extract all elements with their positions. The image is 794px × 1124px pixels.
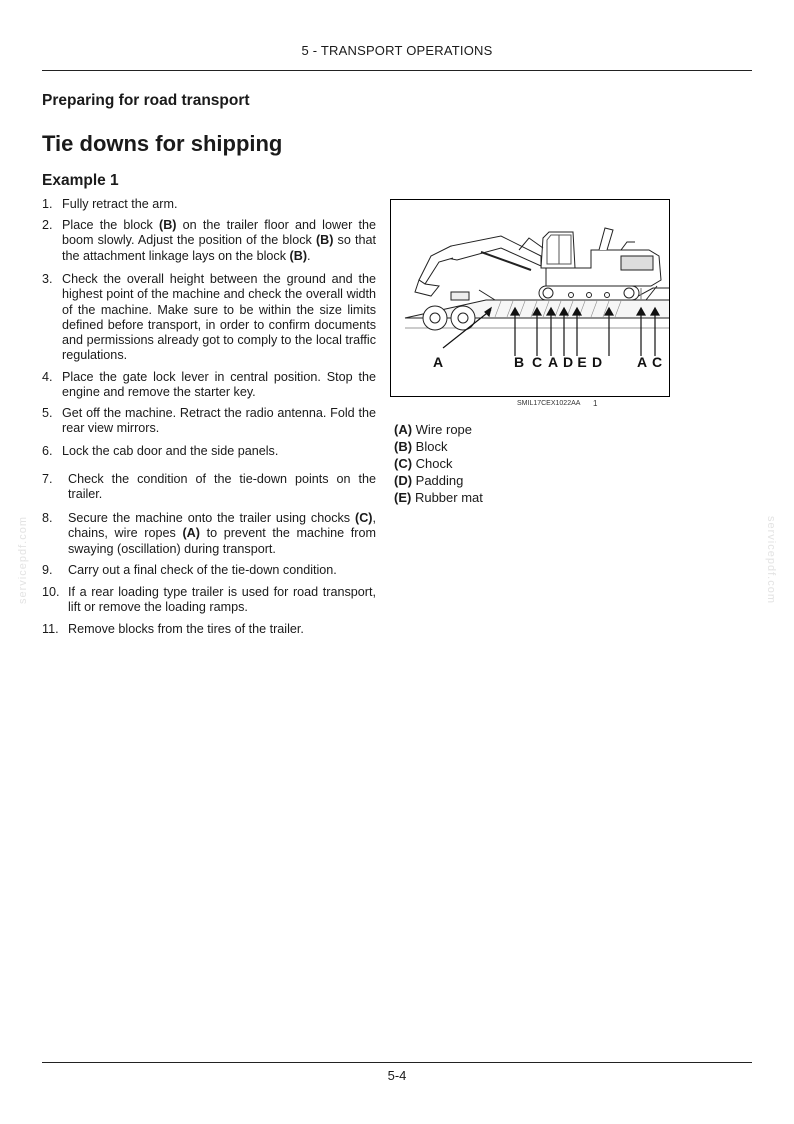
chapter-header: 5 - TRANSPORT OPERATIONS (301, 43, 493, 58)
fig-label-wire-rope-left: A (432, 354, 444, 370)
legend-item (394, 422, 472, 438)
step-text-run: Place the gate lock lever in central position. Stop the engine and remove the starter key. (62, 370, 376, 400)
fig-label-wire-rope-2: A (547, 354, 559, 370)
step-number: 8. (42, 511, 53, 525)
fig-label-padding-2: D (591, 354, 603, 370)
fig-label-block: B (513, 354, 525, 370)
step-text-run: to prevent the machine from swaying (oscillation) during transport. (68, 526, 376, 556)
fig-label-rubber-mat: E (577, 354, 587, 370)
step-reference: (B) (159, 218, 177, 232)
watermark-left: servicepdf.com (17, 516, 29, 604)
step-number: 5. (42, 406, 53, 420)
step-text-run: on the trailer floor and lower the boom slowly. Adjust the position of the block (62, 218, 376, 248)
legend-key: (D) (394, 473, 413, 488)
step-number: 10. (42, 585, 60, 599)
step-number: 7. (42, 472, 53, 486)
step-number: 3. (42, 272, 53, 286)
step-reference: (C) (355, 511, 373, 525)
legend-key: (A) (394, 422, 413, 437)
step-item (42, 218, 376, 264)
step-text (68, 563, 376, 578)
legend-item (394, 456, 453, 472)
step-item (42, 563, 376, 578)
legend-item (394, 473, 463, 489)
step-item (42, 622, 376, 637)
step-reference: (B) (289, 248, 308, 263)
fig-label-chock-right: C (651, 354, 663, 370)
step-text (68, 585, 376, 616)
step-text-run: Carry out a final check of the tie-down condition. (68, 563, 337, 577)
step-text-run: . (307, 248, 311, 263)
excavator-diagram (391, 200, 669, 396)
example-title: Example 1 (42, 172, 119, 189)
step-text (62, 218, 376, 264)
legend-key: (B) (394, 439, 413, 454)
step-text-run: Fully retract the arm. (62, 197, 178, 211)
step-number: 6. (42, 444, 53, 458)
step-text-run: If a rear loading type trailer is used for road transport, lift or remove the loading ramps. (68, 585, 376, 615)
step-text-run: so that the attachment linkage lays on the block (62, 233, 376, 263)
step-number: 11. (42, 622, 59, 636)
step-item (42, 585, 376, 616)
step-reference: (B) (315, 233, 334, 248)
step-text-run: Check the condition of the tie-down points on the trailer. (68, 472, 376, 502)
legend-text: Wire rope (412, 422, 473, 437)
legend-key: (C) (394, 456, 413, 471)
step-number: 9. (42, 563, 53, 577)
step-item (42, 197, 376, 212)
figure-number: 1 (593, 399, 598, 408)
legend-text: Block (412, 439, 448, 454)
header-rule (42, 70, 752, 71)
fig-label-chock-1: C (531, 354, 543, 370)
step-number: 1. (42, 197, 53, 211)
step-item (42, 511, 376, 557)
legend-text: Rubber mat (411, 490, 483, 505)
step-item (42, 370, 376, 401)
step-text-run: Place the block (62, 218, 159, 232)
step-text-run: Lock the cab door and the side panels. (62, 444, 279, 458)
step-reference: (A) (182, 526, 200, 541)
section-title: Preparing for road transport (42, 92, 250, 109)
step-item (42, 444, 376, 459)
legend-text: Chock (412, 456, 453, 471)
figure-code: SMIL17CEX1022AA (517, 400, 581, 407)
legend-text: Padding (412, 473, 464, 488)
legend-item (394, 439, 447, 455)
step-number: 4. (42, 370, 53, 384)
step-item (42, 406, 376, 437)
step-item (42, 472, 376, 503)
step-text (68, 511, 376, 557)
fig-label-wire-rope-right: A (636, 354, 648, 370)
step-item (42, 272, 376, 364)
fig-label-padding-1: D (562, 354, 574, 370)
page-number: 5-4 (387, 1068, 407, 1083)
step-text (62, 444, 376, 459)
step-text (62, 406, 376, 437)
step-text (62, 197, 376, 212)
page-title: Tie downs for shipping (42, 131, 283, 156)
watermark-right: servicepdf.com (765, 516, 777, 604)
step-text-run: , chains, wire ropes (68, 511, 376, 541)
step-text (68, 472, 376, 503)
step-text-run: Remove blocks from the tires of the trailer. (68, 622, 304, 636)
step-text (62, 272, 376, 364)
step-text (68, 622, 376, 637)
step-text (62, 370, 376, 401)
figure-excavator-on-trailer (390, 199, 670, 397)
footer-rule (42, 1062, 752, 1063)
step-text-run: Check the overall height between the ground and the highest point of the machine and check the overall width of the machine. Make sure to be within the size limits defined before transport, in order to confirm documents and permissions already got to comply to the local traffic regulations. (62, 272, 376, 363)
step-number: 2. (42, 218, 53, 232)
step-text-run: Get off the machine. Retract the radio antenna. Fold the rear view mirrors. (62, 406, 376, 436)
legend-item (394, 490, 483, 506)
step-text-run: Secure the machine onto the trailer using chocks (68, 511, 356, 525)
legend-key: (E) (394, 490, 412, 505)
